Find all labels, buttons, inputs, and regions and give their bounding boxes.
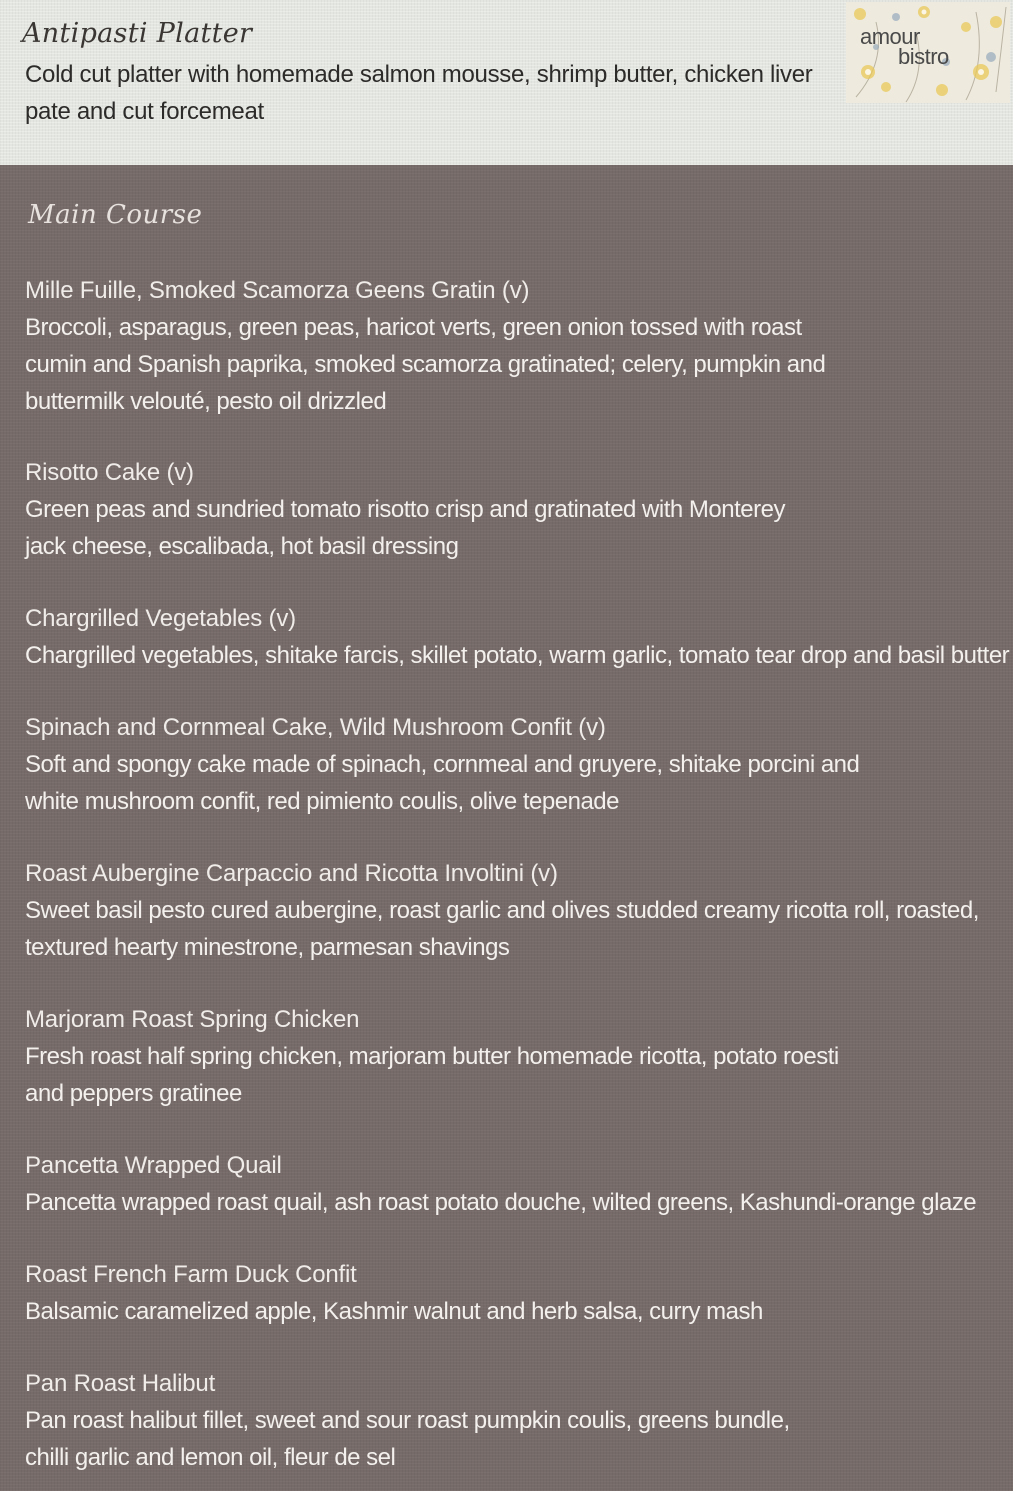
starter-title: Antipasti Platter xyxy=(22,18,253,49)
dish-description-line: Soft and spongy cake made of spinach, cornmeal and gruyere, shitake porcini and xyxy=(25,751,860,778)
dish-description-line: Balsamic caramelized apple, Kashmir walnut and herb salsa, curry mash xyxy=(25,1298,763,1325)
dish-description xyxy=(25,1293,1010,1330)
dish-name: Roast French Farm Duck Confit xyxy=(25,1261,357,1288)
dish-description xyxy=(25,309,1010,420)
dish-description xyxy=(25,1038,1010,1112)
dish-description-line: Sweet basil pesto cured aubergine, roast garlic and olives studded creamy ricotta roll, roasted, xyxy=(25,897,979,924)
menu-item xyxy=(25,1366,1010,1476)
dish-description xyxy=(25,892,1010,966)
menu-item xyxy=(25,601,1010,674)
dish-description xyxy=(25,1184,1010,1221)
starter-section xyxy=(0,0,1013,165)
dish-name: Pancetta Wrapped Quail xyxy=(25,1152,282,1179)
dish-name: Chargrilled Vegetables (v) xyxy=(25,605,296,632)
dish-description-line: jack cheese, escalibada, hot basil dressing xyxy=(25,533,459,560)
dish-description-line: Green peas and sundried tomato risotto crisp and gratinated with Monterey xyxy=(25,496,785,523)
dish-name: Pan Roast Halibut xyxy=(25,1370,216,1397)
dish-description-line: chilli garlic and lemon oil, fleur de sel xyxy=(25,1444,396,1471)
menu-item xyxy=(25,1002,1010,1112)
menu-item xyxy=(25,455,1010,565)
dish-name: Risotto Cake (v) xyxy=(25,459,194,486)
dish-description-line: Broccoli, asparagus, green peas, haricot verts, green onion tossed with roast xyxy=(25,314,802,341)
menu-item xyxy=(25,1148,1010,1221)
dish-description-line: buttermilk velouté, pesto oil drizzled xyxy=(25,388,387,415)
dish-description xyxy=(25,746,1010,820)
restaurant-logo xyxy=(846,2,1010,103)
dish-description-line: Fresh roast half spring chicken, marjoram butter homemade ricotta, potato roesti xyxy=(25,1043,839,1070)
dish-description xyxy=(25,491,1010,565)
dish-description xyxy=(25,637,1010,674)
dish-description xyxy=(25,1402,1010,1476)
dish-description-line: textured hearty minestrone, parmesan shavings xyxy=(25,934,510,961)
logo-text-line2: bistro xyxy=(898,44,949,69)
dish-name: Spinach and Cornmeal Cake, Wild Mushroom Confit (v) xyxy=(25,714,606,741)
dish-description-line: Chargrilled vegetables, shitake farcis, skillet potato, warm garlic, tomato tear drop and basil butter xyxy=(25,642,1010,669)
starter-description xyxy=(25,56,825,130)
dish-description-line: Pancetta wrapped roast quail, ash roast potato douche, wilted greens, Kashundi-orange glaze xyxy=(25,1189,977,1216)
dish-description-line: Pan roast halibut fillet, sweet and sour roast pumpkin coulis, greens bundle, xyxy=(25,1407,790,1434)
dish-description-line: white mushroom confit, red pimiento coulis, olive tepenade xyxy=(25,788,619,815)
menu-item xyxy=(25,1257,1010,1330)
dish-description-line: cumin and Spanish paprika, smoked scamorza gratinated; celery, pumpkin and xyxy=(25,351,826,378)
dish-name: Mille Fuille, Smoked Scamorza Geens Gratin (v) xyxy=(25,277,530,304)
dish-name: Roast Aubergine Carpaccio and Ricotta Involtini (v) xyxy=(25,860,558,887)
menu-item xyxy=(25,856,1010,966)
menu-item xyxy=(25,273,1010,420)
dish-description-line: and peppers gratinee xyxy=(25,1080,242,1107)
starter-description-line: Cold cut platter with homemade salmon mousse, shrimp butter, chicken liver xyxy=(25,61,813,88)
dish-name: Marjoram Roast Spring Chicken xyxy=(25,1006,360,1033)
menu-item xyxy=(25,710,1010,820)
starter-description-line: pate and cut forcemeat xyxy=(25,98,264,125)
logo-text-line1: amour xyxy=(860,24,920,49)
main-course-title: Main Course xyxy=(28,200,203,230)
